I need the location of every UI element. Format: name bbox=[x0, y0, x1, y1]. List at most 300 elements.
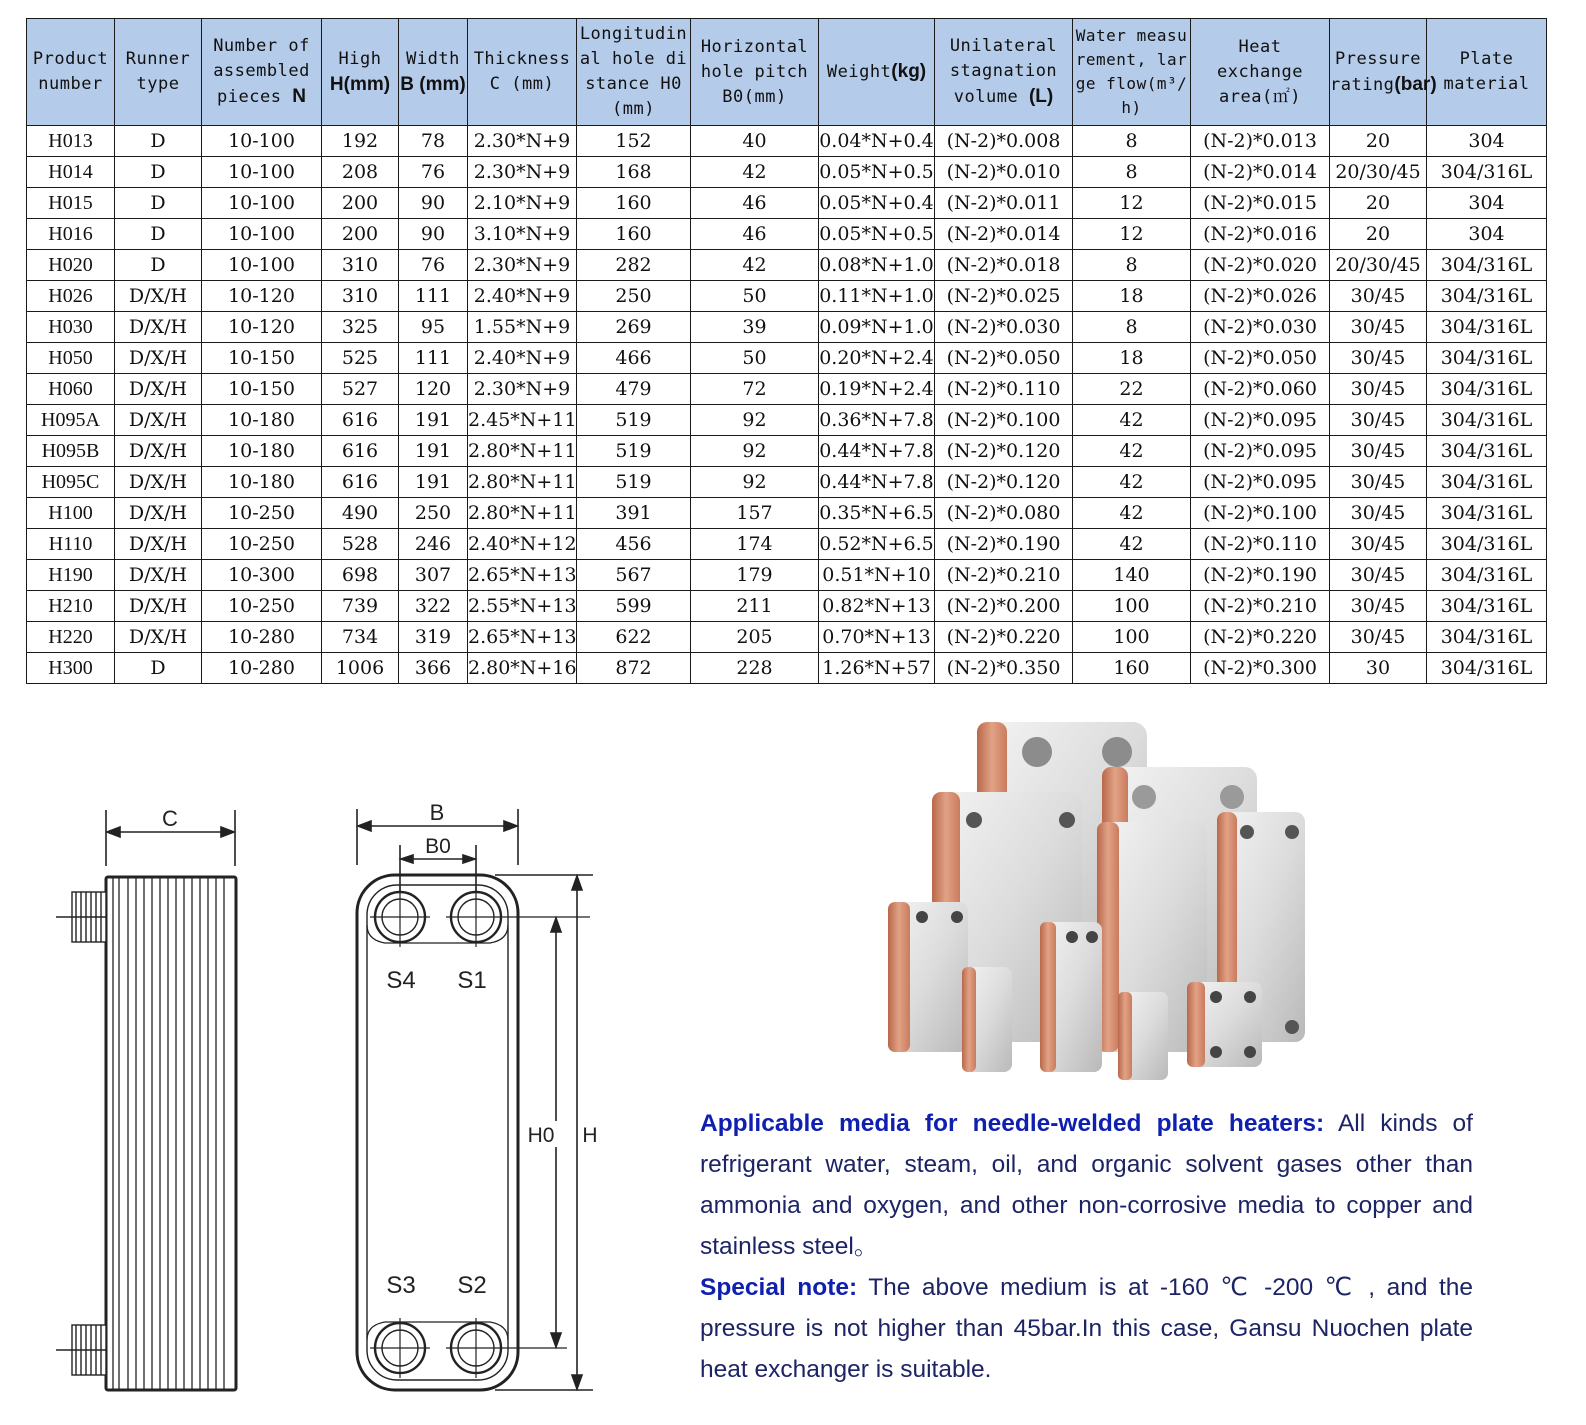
table-cell: 0.36*N+7.8 bbox=[819, 405, 935, 436]
table-cell: (N-2)*0.030 bbox=[935, 312, 1073, 343]
table-cell: 90 bbox=[399, 219, 468, 250]
table-cell: 456 bbox=[577, 529, 691, 560]
table-cell: 2.40*N+9 bbox=[468, 343, 577, 374]
table-cell: 304/316L bbox=[1427, 560, 1547, 591]
table-cell: 304/316L bbox=[1427, 529, 1547, 560]
table-cell: (N-2)*0.200 bbox=[935, 591, 1073, 622]
table-cell: 168 bbox=[577, 157, 691, 188]
table-cell: 78 bbox=[399, 126, 468, 157]
table-cell: 2.80*N+11 bbox=[468, 498, 577, 529]
table-cell: 2.30*N+9 bbox=[468, 126, 577, 157]
table-cell: 42 bbox=[691, 250, 819, 281]
table-cell: 8 bbox=[1073, 312, 1191, 343]
table-cell: 10-100 bbox=[202, 250, 322, 281]
table-cell: 0.44*N+7.8 bbox=[819, 467, 935, 498]
table-cell: 0.05*N+0.4 bbox=[819, 188, 935, 219]
table-cell: 0.44*N+7.8 bbox=[819, 436, 935, 467]
table-cell: 872 bbox=[577, 653, 691, 684]
header-assembled-pieces: Number of assembled pieces N bbox=[202, 19, 322, 126]
h0-label: H0 bbox=[527, 1124, 555, 1147]
table-cell: 30/45 bbox=[1330, 374, 1427, 405]
table-cell: 10-250 bbox=[202, 529, 322, 560]
port-s4-label: S4 bbox=[386, 967, 416, 994]
table-cell: (N-2)*0.011 bbox=[935, 188, 1073, 219]
table-cell: 10-300 bbox=[202, 560, 322, 591]
table-cell: (N-2)*0.013 bbox=[1191, 126, 1330, 157]
table-cell: 0.09*N+1.0 bbox=[819, 312, 935, 343]
table-cell: H050 bbox=[27, 343, 115, 374]
table-cell: 0.05*N+0.5 bbox=[819, 157, 935, 188]
table-cell: 46 bbox=[691, 188, 819, 219]
table-cell: 2.40*N+9 bbox=[468, 281, 577, 312]
table-cell: 0.05*N+0.5 bbox=[819, 219, 935, 250]
table-cell: 179 bbox=[691, 560, 819, 591]
table-cell: 246 bbox=[399, 529, 468, 560]
table-cell: 310 bbox=[322, 281, 399, 312]
table-cell: 20 bbox=[1330, 126, 1427, 157]
table-cell: 2.65*N+13 bbox=[468, 622, 577, 653]
heat-exchanger-small-left bbox=[888, 902, 968, 1052]
table-cell: 160 bbox=[1073, 653, 1191, 684]
table-cell: 92 bbox=[691, 405, 819, 436]
table-cell: 0.19*N+2.4 bbox=[819, 374, 935, 405]
table-cell: 10-100 bbox=[202, 219, 322, 250]
table-cell: 304/316L bbox=[1427, 653, 1547, 684]
table-cell: H030 bbox=[27, 312, 115, 343]
table-cell: 466 bbox=[577, 343, 691, 374]
table-cell: 519 bbox=[577, 467, 691, 498]
table-cell: 30/45 bbox=[1330, 622, 1427, 653]
table-cell: 3.10*N+9 bbox=[468, 219, 577, 250]
table-cell: 72 bbox=[691, 374, 819, 405]
table-cell: D/X/H bbox=[115, 312, 202, 343]
table-row bbox=[27, 622, 1547, 653]
table-cell: 304/316L bbox=[1427, 591, 1547, 622]
table-cell: (N-2)*0.015 bbox=[1191, 188, 1330, 219]
table-cell: 42 bbox=[1073, 498, 1191, 529]
table-cell: 160 bbox=[577, 188, 691, 219]
table-cell: 319 bbox=[399, 622, 468, 653]
header-pressure-rating: Pressure rating(bar) bbox=[1330, 19, 1427, 126]
table-cell: 0.08*N+1.0 bbox=[819, 250, 935, 281]
table-cell: D bbox=[115, 188, 202, 219]
table-cell: 282 bbox=[577, 250, 691, 281]
front-pitch-label: B0 bbox=[425, 835, 451, 858]
heat-exchanger-small-front-right bbox=[1187, 982, 1262, 1067]
table-cell: 10-120 bbox=[202, 312, 322, 343]
table-cell: H095A bbox=[27, 405, 115, 436]
table-cell: H014 bbox=[27, 157, 115, 188]
table-cell: 304 bbox=[1427, 188, 1547, 219]
table-cell: 8 bbox=[1073, 126, 1191, 157]
table-cell: (N-2)*0.095 bbox=[1191, 467, 1330, 498]
table-cell: 228 bbox=[691, 653, 819, 684]
table-cell: (N-2)*0.008 bbox=[935, 126, 1073, 157]
table-cell: 20 bbox=[1330, 188, 1427, 219]
table-cell: 50 bbox=[691, 343, 819, 374]
h-label: H bbox=[582, 1124, 598, 1147]
table-cell: 50 bbox=[691, 281, 819, 312]
table-cell: 0.52*N+6.5 bbox=[819, 529, 935, 560]
table-cell: (N-2)*0.060 bbox=[1191, 374, 1330, 405]
table-cell: D bbox=[115, 653, 202, 684]
table-cell: 10-150 bbox=[202, 343, 322, 374]
table-cell: H095C bbox=[27, 467, 115, 498]
heat-exchanger-small-center-left bbox=[962, 967, 1012, 1072]
table-cell: H026 bbox=[27, 281, 115, 312]
table-cell: (N-2)*0.110 bbox=[935, 374, 1073, 405]
table-cell: 2.40*N+12 bbox=[468, 529, 577, 560]
table-cell: 2.80*N+16 bbox=[468, 653, 577, 684]
special-note-paragraph bbox=[700, 1267, 1473, 1390]
table-cell: 211 bbox=[691, 591, 819, 622]
table-cell: 191 bbox=[399, 436, 468, 467]
table-cell: D bbox=[115, 126, 202, 157]
special-note-text: The above medium is at -160 ℃ -200 ℃ , and the pressure is not higher than 45bar.In this case, Gansu Nuochen plate heat exchanger is suitable. bbox=[700, 1274, 1474, 1383]
table-cell: 0.82*N+13 bbox=[819, 591, 935, 622]
table-cell: 40 bbox=[691, 126, 819, 157]
spec-table-body bbox=[27, 126, 1547, 684]
table-cell: 42 bbox=[691, 157, 819, 188]
table-cell: 1.26*N+57 bbox=[819, 653, 935, 684]
table-cell: 30/45 bbox=[1330, 281, 1427, 312]
heat-exchanger-small-center bbox=[1040, 922, 1102, 1072]
table-cell: 527 bbox=[322, 374, 399, 405]
table-cell: (N-2)*0.016 bbox=[1191, 219, 1330, 250]
spec-table bbox=[26, 18, 1547, 684]
table-cell: 2.55*N+13 bbox=[468, 591, 577, 622]
table-cell: 10-180 bbox=[202, 467, 322, 498]
header-weight: Weight(kg) bbox=[819, 19, 935, 126]
table-cell: H015 bbox=[27, 188, 115, 219]
table-cell: 111 bbox=[399, 343, 468, 374]
table-cell: 304/316L bbox=[1427, 436, 1547, 467]
table-cell: 250 bbox=[399, 498, 468, 529]
table-cell: 200 bbox=[322, 219, 399, 250]
side-top-connector bbox=[56, 892, 106, 942]
table-cell: (N-2)*0.014 bbox=[935, 219, 1073, 250]
table-cell: 76 bbox=[399, 157, 468, 188]
table-cell: 2.30*N+9 bbox=[468, 157, 577, 188]
table-cell: 2.65*N+13 bbox=[468, 560, 577, 591]
port-s4-circle bbox=[370, 887, 430, 947]
table-cell: H210 bbox=[27, 591, 115, 622]
table-cell: (N-2)*0.020 bbox=[1191, 250, 1330, 281]
table-cell: D/X/H bbox=[115, 436, 202, 467]
table-cell: 20/30/45 bbox=[1330, 157, 1427, 188]
table-cell: (N-2)*0.350 bbox=[935, 653, 1073, 684]
table-cell: H016 bbox=[27, 219, 115, 250]
table-cell: 10-100 bbox=[202, 126, 322, 157]
table-cell: 22 bbox=[1073, 374, 1191, 405]
table-cell: 10-280 bbox=[202, 653, 322, 684]
front-view-drawing bbox=[345, 795, 610, 1400]
table-cell: (N-2)*0.010 bbox=[935, 157, 1073, 188]
table-row bbox=[27, 653, 1547, 684]
table-cell: 42 bbox=[1073, 529, 1191, 560]
special-note-label: Special note: bbox=[700, 1274, 858, 1301]
table-cell: (N-2)*0.080 bbox=[935, 498, 1073, 529]
table-row bbox=[27, 219, 1547, 250]
table-cell: (N-2)*0.018 bbox=[935, 250, 1073, 281]
table-cell: 304/316L bbox=[1427, 374, 1547, 405]
table-cell: 30/45 bbox=[1330, 343, 1427, 374]
port-s2-label: S2 bbox=[457, 1272, 487, 1299]
table-cell: 157 bbox=[691, 498, 819, 529]
table-cell: 191 bbox=[399, 405, 468, 436]
table-cell: D bbox=[115, 250, 202, 281]
table-cell: 616 bbox=[322, 405, 399, 436]
table-cell: 30/45 bbox=[1330, 312, 1427, 343]
port-s1-label: S1 bbox=[457, 967, 487, 994]
table-cell: 10-100 bbox=[202, 188, 322, 219]
table-cell: 622 bbox=[577, 622, 691, 653]
header-width: Width B (mm) bbox=[399, 19, 468, 126]
table-cell: 567 bbox=[577, 560, 691, 591]
table-cell: D/X/H bbox=[115, 529, 202, 560]
table-row bbox=[27, 529, 1547, 560]
heat-exchanger-small-right bbox=[1118, 992, 1168, 1080]
table-cell: 519 bbox=[577, 405, 691, 436]
table-cell: 366 bbox=[399, 653, 468, 684]
table-cell: 0.20*N+2.4 bbox=[819, 343, 935, 374]
table-cell: H110 bbox=[27, 529, 115, 560]
table-cell: 90 bbox=[399, 188, 468, 219]
port-s2-circle bbox=[446, 1318, 567, 1378]
port-s3-circle bbox=[370, 1318, 430, 1378]
table-cell: 490 bbox=[322, 498, 399, 529]
table-cell: 12 bbox=[1073, 188, 1191, 219]
table-row bbox=[27, 312, 1547, 343]
table-cell: 304/316L bbox=[1427, 343, 1547, 374]
table-cell: D/X/H bbox=[115, 560, 202, 591]
table-cell: 1006 bbox=[322, 653, 399, 684]
table-cell: (N-2)*0.095 bbox=[1191, 405, 1330, 436]
table-cell: 2.45*N+11 bbox=[468, 405, 577, 436]
header-water-measurement: Water measurement, large flow(m³/h) bbox=[1073, 19, 1191, 126]
table-row bbox=[27, 281, 1547, 312]
table-cell: 10-150 bbox=[202, 374, 322, 405]
table-cell: (N-2)*0.025 bbox=[935, 281, 1073, 312]
table-cell: 8 bbox=[1073, 157, 1191, 188]
table-cell: 479 bbox=[577, 374, 691, 405]
table-cell: (N-2)*0.220 bbox=[1191, 622, 1330, 653]
table-cell: D/X/H bbox=[115, 405, 202, 436]
table-cell: (N-2)*0.210 bbox=[1191, 591, 1330, 622]
table-cell: 192 bbox=[322, 126, 399, 157]
table-cell: D bbox=[115, 157, 202, 188]
applicable-media-label: Applicable media for needle-welded plate heaters: bbox=[700, 1110, 1325, 1137]
table-cell: 111 bbox=[399, 281, 468, 312]
table-cell: 208 bbox=[322, 157, 399, 188]
product-photo bbox=[882, 712, 1312, 1090]
table-cell: 200 bbox=[322, 188, 399, 219]
table-cell: 519 bbox=[577, 436, 691, 467]
table-cell: 304/316L bbox=[1427, 498, 1547, 529]
table-cell: 2.30*N+9 bbox=[468, 374, 577, 405]
table-cell: 2.10*N+9 bbox=[468, 188, 577, 219]
table-cell: 174 bbox=[691, 529, 819, 560]
table-cell: 734 bbox=[322, 622, 399, 653]
table-cell: 30/45 bbox=[1330, 560, 1427, 591]
table-cell: 304/316L bbox=[1427, 312, 1547, 343]
header-plate-material: Plate material bbox=[1427, 19, 1547, 126]
table-row bbox=[27, 343, 1547, 374]
table-cell: 18 bbox=[1073, 343, 1191, 374]
table-cell: 95 bbox=[399, 312, 468, 343]
table-cell: H300 bbox=[27, 653, 115, 684]
table-cell: (N-2)*0.026 bbox=[1191, 281, 1330, 312]
table-cell: H060 bbox=[27, 374, 115, 405]
port-s3-label: S3 bbox=[386, 1272, 416, 1299]
table-cell: (N-2)*0.030 bbox=[1191, 312, 1330, 343]
table-cell: 92 bbox=[691, 467, 819, 498]
table-cell: (N-2)*0.220 bbox=[935, 622, 1073, 653]
table-cell: D/X/H bbox=[115, 343, 202, 374]
table-cell: 76 bbox=[399, 250, 468, 281]
table-cell: H100 bbox=[27, 498, 115, 529]
table-cell: 10-280 bbox=[202, 622, 322, 653]
table-cell: 10-250 bbox=[202, 591, 322, 622]
table-cell: D/X/H bbox=[115, 467, 202, 498]
table-cell: 304/316L bbox=[1427, 281, 1547, 312]
table-cell: 304 bbox=[1427, 126, 1547, 157]
table-cell: 528 bbox=[322, 529, 399, 560]
table-cell: 616 bbox=[322, 467, 399, 498]
table-cell: 304/316L bbox=[1427, 250, 1547, 281]
table-row bbox=[27, 436, 1547, 467]
table-cell: 46 bbox=[691, 219, 819, 250]
header-product-number: Product number bbox=[27, 19, 115, 126]
table-row bbox=[27, 126, 1547, 157]
table-cell: D/X/H bbox=[115, 591, 202, 622]
table-cell: H220 bbox=[27, 622, 115, 653]
header-stagnation-volume: Unilateral stagnation volume (L) bbox=[935, 19, 1073, 126]
table-cell: 30 bbox=[1330, 653, 1427, 684]
table-cell: 391 bbox=[577, 498, 691, 529]
side-bottom-connector bbox=[56, 1325, 106, 1375]
header-row bbox=[27, 19, 1547, 126]
table-cell: 0.11*N+1.0 bbox=[819, 281, 935, 312]
table-row bbox=[27, 250, 1547, 281]
table-cell: (N-2)*0.120 bbox=[935, 436, 1073, 467]
table-cell: 0.04*N+0.4 bbox=[819, 126, 935, 157]
media-note bbox=[700, 1103, 1473, 1390]
table-cell: H020 bbox=[27, 250, 115, 281]
table-cell: 304/316L bbox=[1427, 157, 1547, 188]
table-cell: 10-250 bbox=[202, 498, 322, 529]
table-cell: D/X/H bbox=[115, 374, 202, 405]
table-cell: 525 bbox=[322, 343, 399, 374]
table-cell: H190 bbox=[27, 560, 115, 591]
table-cell: (N-2)*0.014 bbox=[1191, 157, 1330, 188]
table-cell: (N-2)*0.120 bbox=[935, 467, 1073, 498]
header-thickness: Thickness C (mm) bbox=[468, 19, 577, 126]
table-cell: 20/30/45 bbox=[1330, 250, 1427, 281]
table-cell: 42 bbox=[1073, 405, 1191, 436]
table-cell: 191 bbox=[399, 467, 468, 498]
table-cell: 42 bbox=[1073, 467, 1191, 498]
table-cell: 739 bbox=[322, 591, 399, 622]
table-cell: 0.51*N+10 bbox=[819, 560, 935, 591]
table-cell: 0.35*N+6.5 bbox=[819, 498, 935, 529]
table-cell: (N-2)*0.190 bbox=[1191, 560, 1330, 591]
table-cell: 39 bbox=[691, 312, 819, 343]
table-cell: D/X/H bbox=[115, 281, 202, 312]
table-cell: 20 bbox=[1330, 219, 1427, 250]
table-cell: 325 bbox=[322, 312, 399, 343]
table-cell: 304/316L bbox=[1427, 405, 1547, 436]
table-cell: 10-100 bbox=[202, 157, 322, 188]
table-cell: 310 bbox=[322, 250, 399, 281]
table-row bbox=[27, 498, 1547, 529]
table-cell: (N-2)*0.050 bbox=[935, 343, 1073, 374]
table-row bbox=[27, 405, 1547, 436]
table-row bbox=[27, 188, 1547, 219]
table-cell: 2.80*N+11 bbox=[468, 467, 577, 498]
table-cell: 120 bbox=[399, 374, 468, 405]
table-cell: D/X/H bbox=[115, 622, 202, 653]
table-cell: 30/45 bbox=[1330, 529, 1427, 560]
table-cell: D/X/H bbox=[115, 498, 202, 529]
table-cell: H095B bbox=[27, 436, 115, 467]
table-cell: 304/316L bbox=[1427, 467, 1547, 498]
table-cell: 30/45 bbox=[1330, 405, 1427, 436]
table-row bbox=[27, 157, 1547, 188]
table-cell: 12 bbox=[1073, 219, 1191, 250]
table-cell: 30/45 bbox=[1330, 591, 1427, 622]
side-view-drawing bbox=[50, 800, 250, 1400]
table-cell: 10-120 bbox=[202, 281, 322, 312]
table-cell: 10-180 bbox=[202, 405, 322, 436]
table-cell: 152 bbox=[577, 126, 691, 157]
table-cell: 30/45 bbox=[1330, 498, 1427, 529]
table-cell: 8 bbox=[1073, 250, 1191, 281]
header-horizontal-hole-pitch: Horizontal hole pitch B0(mm) bbox=[691, 19, 819, 126]
table-cell: (N-2)*0.095 bbox=[1191, 436, 1330, 467]
table-cell: 1.55*N+9 bbox=[468, 312, 577, 343]
table-cell: 2.30*N+9 bbox=[468, 250, 577, 281]
table-cell: 10-180 bbox=[202, 436, 322, 467]
table-cell: 599 bbox=[577, 591, 691, 622]
table-cell: (N-2)*0.110 bbox=[1191, 529, 1330, 560]
table-cell: (N-2)*0.210 bbox=[935, 560, 1073, 591]
table-cell: (N-2)*0.100 bbox=[935, 405, 1073, 436]
table-cell: 304/316L bbox=[1427, 622, 1547, 653]
header-high: High H(mm) bbox=[322, 19, 399, 126]
table-cell: 205 bbox=[691, 622, 819, 653]
table-cell: 0.70*N+13 bbox=[819, 622, 935, 653]
table-cell: 698 bbox=[322, 560, 399, 591]
header-runner-type: Runner type bbox=[115, 19, 202, 126]
table-row bbox=[27, 591, 1547, 622]
table-cell: 42 bbox=[1073, 436, 1191, 467]
table-cell: (N-2)*0.190 bbox=[935, 529, 1073, 560]
table-cell: 92 bbox=[691, 436, 819, 467]
table-cell: 160 bbox=[577, 219, 691, 250]
header-longitudinal-hole-distance: Longitudinal hole distance H0 (mm) bbox=[577, 19, 691, 126]
table-cell: 30/45 bbox=[1330, 467, 1427, 498]
front-plate-body bbox=[357, 875, 518, 1390]
side-width-label: C bbox=[162, 806, 178, 831]
table-row bbox=[27, 560, 1547, 591]
table-cell: 100 bbox=[1073, 591, 1191, 622]
side-plate-body bbox=[106, 877, 236, 1390]
table-cell: 322 bbox=[399, 591, 468, 622]
table-row bbox=[27, 374, 1547, 405]
table-cell: (N-2)*0.050 bbox=[1191, 343, 1330, 374]
table-cell: 269 bbox=[577, 312, 691, 343]
